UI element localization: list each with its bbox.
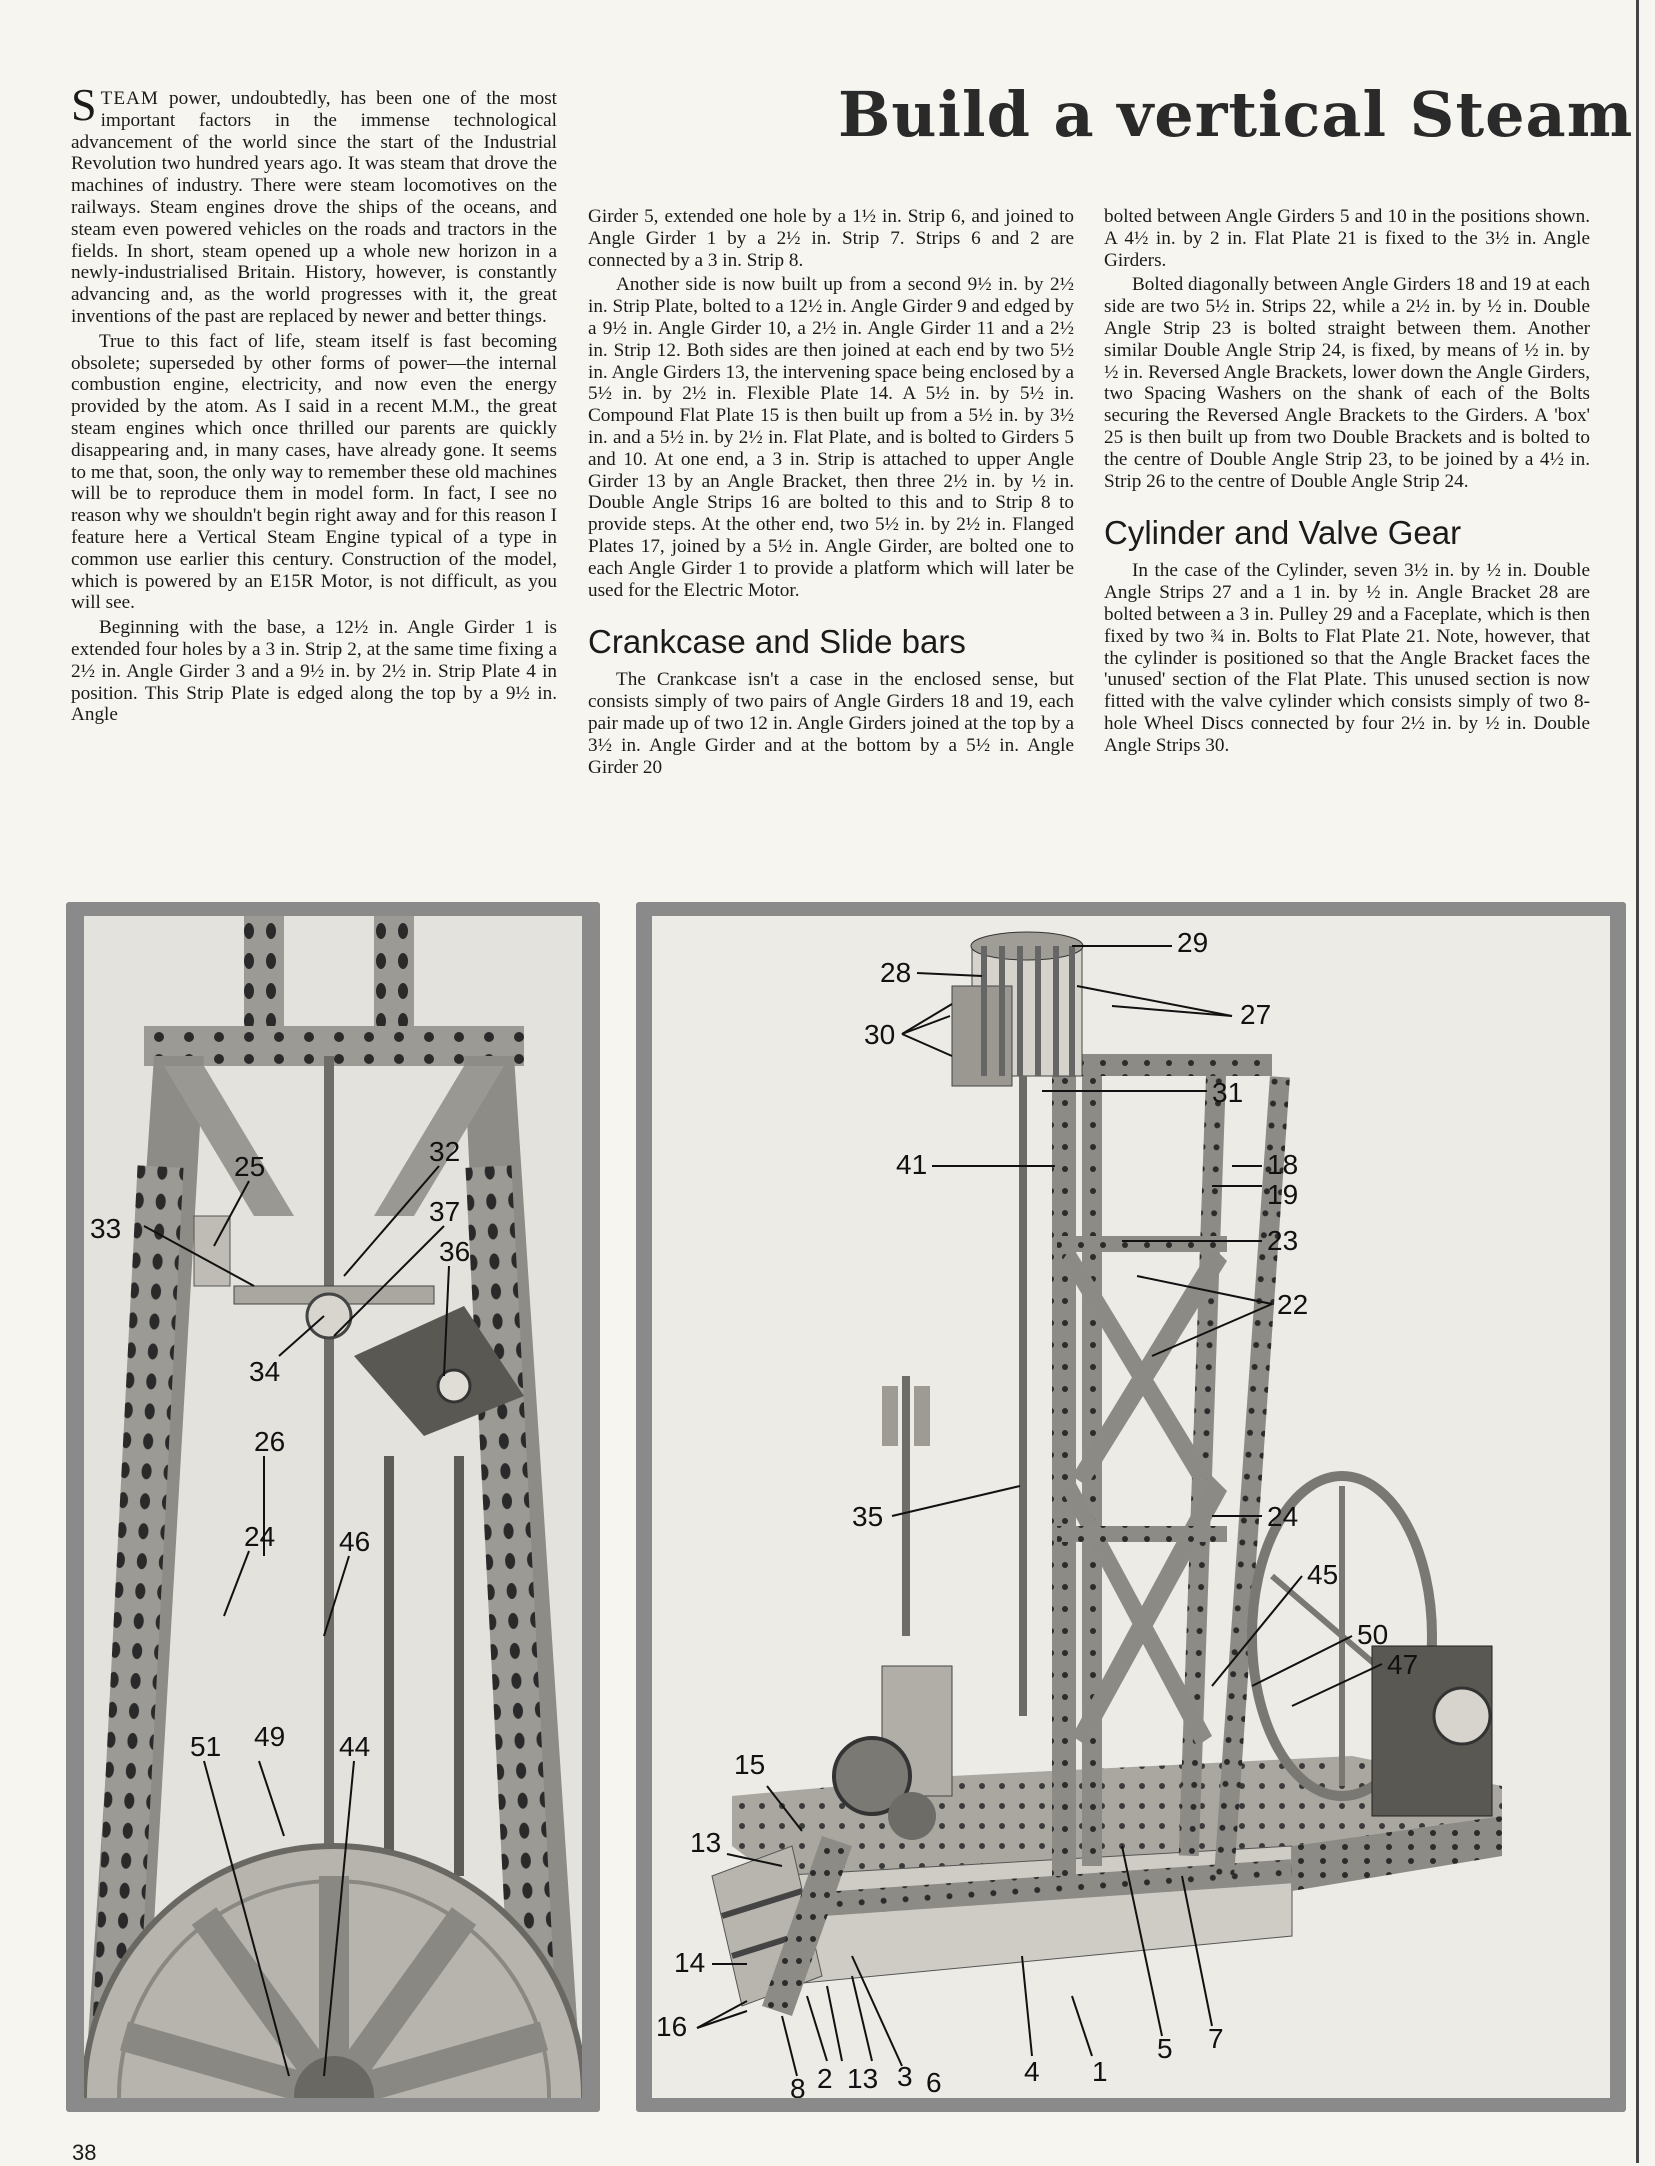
paragraph-2: True to this fact of life, steam itself is fast becoming obsolete; superseded by other forms of power—the internal combustion engine, electricity, and now even the energy provided by the atom. As I said in a recent M.M., the great steam engines which once thrilled our parents are quickly disappearing and, in many cases, have already gone. It seems to me that, soon, the only way to remember these old machines will be to reproduce them in model form. In fact, I see no reason why we shouldn't begin right away and for this reason I feature here a Vertical Steam Engine typical of a type in common use earlier this century. Construction of the model, which is powered by an E15R Motor, is not difficult, as you will see. xyxy=(71,330,557,614)
paragraph-5: Another side is now built up from a second 9½ in. by 2½ in. Strip Plate, bolted to a 12½ in. Angle Girder 9 and edged by a 9½ in. Angle Girder 10, a 2½ in. Angle Girder 11 and a 2½ in. Strip 12. Both sides are then joined at each end by two 5½ in. Angle Girders 13, the intervening space being enclosed by a 5½ in. by 2½ in. Flexible Plate 14. A 5½ in. by 5½ in. Compound Flat Plate 15 is then built up from a 5½ in. by 3½ in. and a 5½ in. by 2½ in. Flat Plate, and is bolted to Girders 5 and 10. At one end, a 3 in. Strip is attached to upper Angle Girder 13 by an Angle Bracket, then three 2½ in. by ½ in. Double Angle Strips 16 are bolted to this and to Strip 8 to provide steps. At the other end, two 5½ in. by 2½ in. Flanged Plates 17, joined by a 5½ in. Angle Girder, are bolted one to each Angle Girder 1 to provide a platform which will later be used for the Electric Motor. xyxy=(588,274,1074,601)
label-33: 33 xyxy=(90,1213,122,1244)
label-31: 31 xyxy=(1212,1077,1244,1108)
label-23: 23 xyxy=(1267,1225,1299,1256)
photo-full-model-image xyxy=(652,916,1610,2098)
intro-paragraph xyxy=(71,79,557,328)
label-5: 5 xyxy=(1157,2033,1173,2064)
label-27: 27 xyxy=(1240,999,1272,1030)
label-34: 34 xyxy=(249,1356,281,1387)
page-number: 38 xyxy=(72,2140,97,2165)
label-16: 16 xyxy=(656,2011,688,2042)
label-6: 6 xyxy=(926,2067,942,2098)
column-3 xyxy=(1104,206,1590,757)
heading-crankcase: Crankcase and Slide bars xyxy=(588,623,966,661)
intro-text: power, undoubtedly, has been one of the most important factors in the immense technological advancement of the world since the start of the Industrial Revolution two hundred years ago. It was steam that drove the machines of industry. There were steam locomotives on the railways. Steam engines drove the ships of the oceans, and steam even powered vehicles on the roads and tractors in the fields. In short, steam opened up a whole new horizon in a newly-industrialised Britain. History, however, is constantly advancing and, as the world progresses with it, the great inventions of the past are replaced by newer and better things. xyxy=(71,88,557,327)
label-51: 51 xyxy=(190,1731,222,1762)
label-47: 47 xyxy=(1387,1649,1419,1680)
label-3: 3 xyxy=(897,2061,913,2092)
article-title: Build a vertical Steam xyxy=(838,78,1634,151)
photo-full-model xyxy=(636,902,1626,2112)
label-13: 13 xyxy=(690,1827,722,1858)
label-18: 18 xyxy=(1267,1149,1299,1180)
label-25: 25 xyxy=(234,1151,266,1182)
label-32: 32 xyxy=(429,1136,461,1167)
photo-slide-bars xyxy=(66,902,600,2112)
paragraph-9: In the case of the Cylinder, seven 3½ in. by ½ in. Double Angle Strips 27 and a 1 in. by ½ in. Angle Bracket 28 are bolted between a 3 in. Pulley 29 and a Faceplate, which is then fixed by two ¾ in. Bolts to Flat Plate 21. Note, however, that the cylinder is positioned so that the Angle Bracket faces the 'unused' section of the Flat Plate. This unused section is now fitted with the valve cylinder which consists simply of two 8-hole Wheel Discs connected by four 2½ in. by ½ in. Double Angle Strips 30. xyxy=(1104,560,1590,756)
label-45: 45 xyxy=(1307,1559,1339,1590)
label-24-right: 24 xyxy=(1267,1501,1299,1532)
label-4: 4 xyxy=(1024,2056,1040,2087)
label-14: 14 xyxy=(674,1947,706,1978)
label-22: 22 xyxy=(1277,1289,1309,1320)
slide-bars-illustration xyxy=(84,916,582,2098)
paragraph-6: The Crankcase isn't a case in the enclosed sense, but consists simply of two pairs of Angle Girders 18 and 19, each pair made up of two 12 in. Angle Girders joined at the top by a 3½ in. Angle Girder and at the bottom by a 5½ in. Angle Girder 20 xyxy=(588,669,1074,778)
paragraph-7: bolted between Angle Girders 5 and 10 in the positions shown. A 4½ in. by 2 in. Flat Plate 21 is fixed to the 3½ in. Angle Girders. xyxy=(1104,206,1590,271)
label-50: 50 xyxy=(1357,1619,1389,1650)
drop-cap: S xyxy=(71,79,97,130)
label-44: 44 xyxy=(339,1731,371,1762)
label-36: 36 xyxy=(439,1236,471,1267)
label-2: 2 xyxy=(817,2063,833,2094)
column-2 xyxy=(588,206,1074,778)
label-28: 28 xyxy=(880,957,912,988)
lead-in: TEAM xyxy=(100,88,159,109)
label-37: 37 xyxy=(429,1196,461,1227)
paragraph-3: Beginning with the base, a 12½ in. Angle Girder 1 is extended four holes by a 3 in. Strip 2, at the same time fixing a 2½ in. Angle Girder 3 and a 9½ in. by 2½ in. Strip Plate 4 in position. This Strip Plate is edged along the top by a 9½ in. Angle xyxy=(71,617,557,726)
photo-slide-bars-image xyxy=(84,916,582,2098)
label-19: 19 xyxy=(1267,1179,1299,1210)
label-29: 29 xyxy=(1177,927,1209,958)
label-46: 46 xyxy=(339,1526,371,1557)
label-30: 30 xyxy=(864,1019,896,1050)
page-gutter-edge xyxy=(1636,0,1639,2163)
label-1: 1 xyxy=(1092,2056,1108,2087)
label-49: 49 xyxy=(254,1721,286,1752)
label-13-bottom: 13 xyxy=(847,2063,879,2094)
paragraph-4: Girder 5, extended one hole by a 1½ in. Strip 6, and joined to Angle Girder 1 by a 2½ in. Strip 7. Strips 6 and 2 are connected by a 3 in. Strip 8. xyxy=(588,206,1074,271)
label-35: 35 xyxy=(852,1501,884,1532)
label-26: 26 xyxy=(254,1426,286,1457)
label-41: 41 xyxy=(896,1149,928,1180)
label-24: 24 xyxy=(244,1521,276,1552)
label-15: 15 xyxy=(734,1749,766,1780)
column-1 xyxy=(71,79,557,726)
paragraph-8: Bolted diagonally between Angle Girders 18 and 19 at each side are two 5½ in. Strips 22, while a 2½ in. by ½ in. Double Angle Strip 23 is bolted straight between them. Another similar Double Angle Strip 24, is fixed, by means of ½ in. by ½ in. Reversed Angle Brackets, lower down the Angle Girders, two Spacing Washers on the shank of each of the Bolts securing the Reversed Angle Brackets to the Girders. A 'box' 25 is then built up from two Double Brackets and is bolted to the centre of Double Angle Strip 23, to be joined by a 4½ in. Strip 26 to the centre of Double Angle Strip 24. xyxy=(1104,274,1590,492)
label-8: 8 xyxy=(790,2073,806,2098)
heading-cylinder: Cylinder and Valve Gear xyxy=(1104,514,1462,552)
label-7: 7 xyxy=(1208,2023,1224,2054)
steam-engine-illustration xyxy=(652,916,1610,2098)
